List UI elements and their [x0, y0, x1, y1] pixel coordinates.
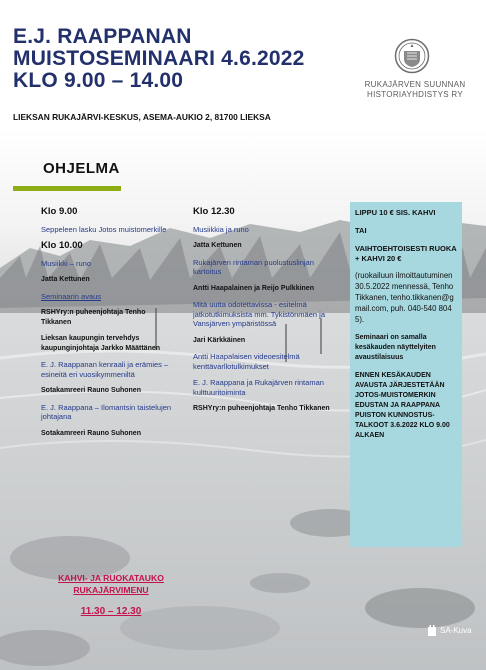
- ticket-price: LIPPU 10 € SIS. KAHVI: [355, 208, 436, 217]
- program-presenter: RSHYry:n puheenjohtaja Tenho Tikkanen: [41, 309, 146, 326]
- time-slot: Klo 12.30: [193, 206, 235, 217]
- photo-credit: [427, 624, 472, 636]
- program-heading: OHJELMA: [43, 160, 120, 177]
- program-presenter: Jatta Kettunen: [41, 276, 90, 283]
- accent-bar: [13, 186, 121, 191]
- program-presenter: Jatta Kettunen: [193, 242, 242, 249]
- ticket-info-box: [350, 202, 462, 547]
- lunch-menu: RUKAJÄRVIMENU: [73, 585, 149, 595]
- venue-address: LIEKSAN RUKAJÄRVI-KESKUS, ASEMA-AUKIO 2, 81700 LIEKSA: [13, 112, 271, 122]
- association-emblem-icon: [394, 38, 430, 74]
- title-line-3: KLO 9.00 – 14.00: [13, 69, 184, 92]
- program-item: Musiikkia ja runo: [193, 224, 249, 234]
- photo-credit-text: SA-Kuva: [440, 625, 472, 635]
- title-line-1: E.J. RAAPPANAN: [13, 25, 192, 48]
- org-line-2: HISTORIAYHDISTYS RY: [367, 90, 463, 99]
- program-item: E. J. Raappanan kenraali ja erämies – esineitä eri vuosikymmeniltä: [41, 360, 169, 379]
- program-presenter: Jari Kärkkäinen: [193, 336, 246, 344]
- volunteer-work-note: ENNEN KESÄKAUDEN AVAUSTA JÄRJESTETÄÄN JOTOS-MUISTOMERKIN EDUSTAN JA RAAPPANA PUISTON KUNNOSTUS-TALKOOT 3.6.2022 KLO 9.00 ALKAEN: [355, 372, 450, 439]
- lunch-time: 11.30 – 12.30: [80, 606, 142, 617]
- time-slot: Klo 10.00: [41, 240, 83, 251]
- program-presenter: RSHYry:n puheenjohtaja Tenho Tikkanen: [193, 405, 330, 412]
- org-line-1: RUKAJÄRVEN SUUNNAN: [364, 80, 466, 89]
- program-item: Seminaarin avaus: [41, 291, 102, 301]
- time-slot: Klo 9.00: [41, 206, 78, 217]
- tower-icon: [427, 624, 437, 636]
- program-presenter: Lieksan kaupungin tervehdys kaupunginjohtaja Jarkko Määttänen: [41, 335, 161, 352]
- program-item: Rukajärven rintaman puolustuslinjan kartoitus: [193, 257, 314, 276]
- program-presenter: Antti Haapalainen ja Reijo Pulkkinen: [193, 284, 314, 292]
- program-item: E. J. Raappana ja Rukajärven rintaman kulttuuritoiminta: [193, 378, 324, 397]
- program-column-afternoon: [193, 207, 343, 421]
- program-column-morning: [41, 207, 173, 445]
- program-presenter: Sotakamreeri Rauno Suhonen: [41, 429, 141, 437]
- program-item: Seppeleen lasku Jotos muistomerkille: [41, 224, 167, 234]
- program-presenter: Sotakamreeri Rauno Suhonen: [41, 387, 141, 394]
- program-item: Musiikki – runo: [41, 258, 92, 268]
- program-item: E. J. Raappana – Ilomantsin taistelujen johtajana: [41, 402, 172, 421]
- lunch-title: KAHVI- JA RUOKATAUKO: [58, 573, 164, 583]
- ticket-or: TAI: [355, 226, 367, 235]
- title-line-2: MUISTOSEMINAARI 4.6.2022: [13, 47, 305, 70]
- lunch-break: [36, 572, 186, 618]
- summer-season-note: Seminaari on samalla kesäkauden näyttelyiten avaustilaisuus: [355, 334, 436, 361]
- organization-name: [352, 80, 478, 100]
- event-title: [13, 26, 333, 92]
- ticket-alternative: VAIHTOEHTOISESTI RUOKA + KAHVI 20 €: [355, 244, 457, 263]
- program-item: Mitä uutta odotettavissa - esitelmä jatkotutkimuksista mm. Tykistönmäen ja Vansjärven ympäristössä: [193, 300, 325, 328]
- program-item: Antti Haapalaisen videoesitelmä kenttävarllotulkimukset: [193, 352, 300, 371]
- registration-info: (ruokailuun ilmoittautuminen 30.5.2022 mennessä, Tenho Tikkanen, tenho.tikkanen@gmail.com, puh. 040-540 8045).: [355, 271, 454, 324]
